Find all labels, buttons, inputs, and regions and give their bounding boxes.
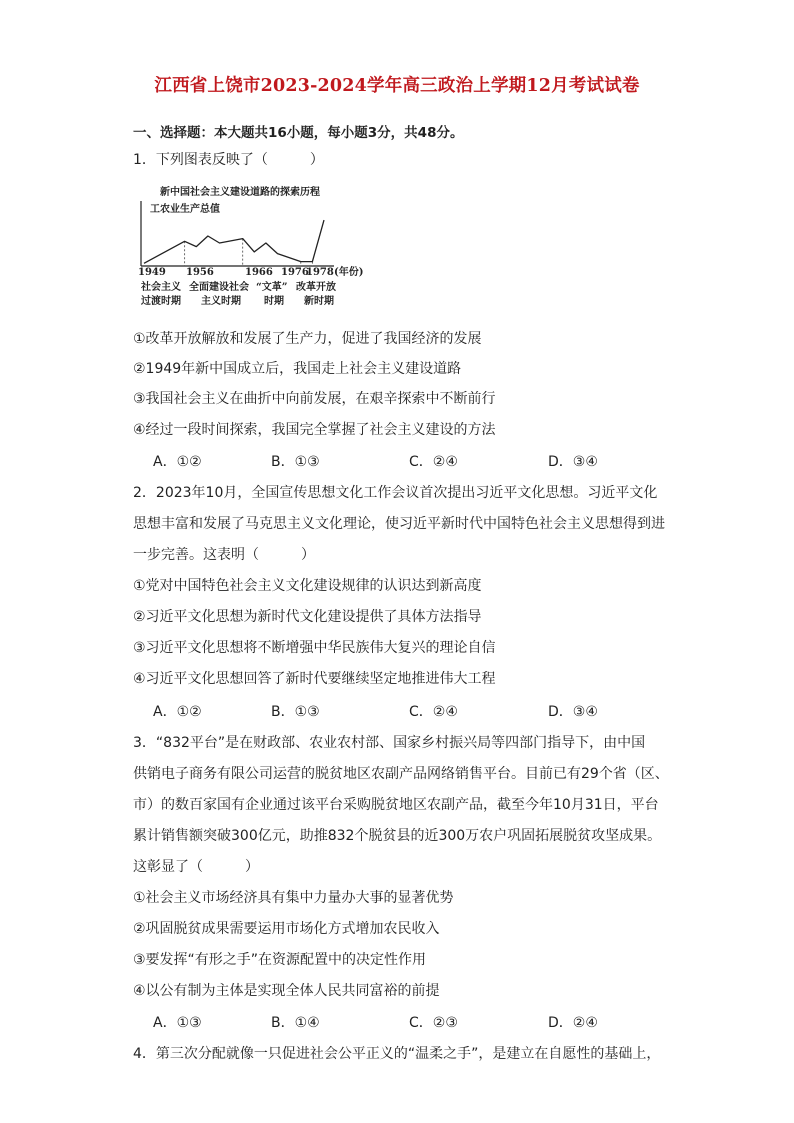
tick-label-1978: 1978 <box>306 267 334 278</box>
question-2-stem-line-1: 2．2023年10月，全国宣传思想文化工作会议首次提出习近平文化思想。习近平文化 <box>133 485 658 501</box>
question-2-item-4: ④习近平文化思想回答了新时代要继续坚定地推进伟大工程 <box>133 671 496 687</box>
question-1-item-1: ①改革开放解放和发展了生产力，促进了我国经济的发展 <box>133 331 482 347</box>
question-1-item-4: ④经过一段时间探索，我国完全掌握了社会主义建设的方法 <box>133 422 496 438</box>
option-b[interactable]: B．①④ <box>271 1015 320 1031</box>
question-3-item-2: ②巩固脱贫成果需要运用市场化方式增加农民收入 <box>133 921 440 937</box>
question-2-stem-line-3: 一步完善。这表明（ ） <box>133 547 315 563</box>
period-label-culture-2: 时期 <box>264 296 284 307</box>
question-1-item-3: ③我国社会主义在曲折中向前发展，在艰辛探索中不断前行 <box>133 391 496 407</box>
option-a[interactable]: A．①② <box>153 704 202 720</box>
question-1-options <box>153 453 713 471</box>
option-d[interactable]: D．③④ <box>548 454 598 470</box>
tick-label-1976: 1976 <box>281 267 309 278</box>
exploration-chart <box>138 183 388 313</box>
chart-y-label: 工农业生产总值 <box>150 204 220 215</box>
period-label-construction-2: 主义时期 <box>201 296 241 307</box>
period-label-transition: 社会主义 <box>141 282 181 293</box>
option-a[interactable]: A．①② <box>153 454 202 470</box>
question-3-stem-line-1: 3．“832平台”是在财政部、农业农村部、国家乡村振兴局等四部门指导下，由中国 <box>133 735 646 751</box>
option-b[interactable]: B．①③ <box>271 704 320 720</box>
period-label-culture: “文革” <box>256 282 288 293</box>
question-4-stem-line-1: 4．第三次分配就像一只促进社会公平正义的“温柔之手”，是建立在自愿性的基础上， <box>133 1046 661 1062</box>
period-label-construction: 全面建设社会 <box>189 282 249 293</box>
question-3-item-4: ④以公有制为主体是实现全体人民共同富裕的前提 <box>133 983 440 999</box>
option-c[interactable]: C．②④ <box>409 454 458 470</box>
question-1-stem: 1．下列图表反映了（ ） <box>133 152 324 168</box>
tick-label-1949: 1949 <box>138 267 166 278</box>
question-3-stem-line-2: 供销电子商务有限公司运营的脱贫地区农副产品网络销售平台。目前已有29个省（区、 <box>133 766 669 782</box>
question-2-item-2: ②习近平文化思想为新时代文化建设提供了具体方法指导 <box>133 609 482 625</box>
question-3-stem-line-5: 这彰显了（ ） <box>133 859 259 875</box>
question-3-item-3: ③要发挥“有形之手”在资源配置中的决定性作用 <box>133 952 427 968</box>
option-d[interactable]: D．②④ <box>548 1015 598 1031</box>
option-d[interactable]: D．③④ <box>548 704 598 720</box>
option-c[interactable]: C．②④ <box>409 704 458 720</box>
question-2-options <box>153 703 713 721</box>
question-3-stem-line-4: 累计销售额突破300亿元，助推832个脱贫县的近300万农户巩固拓展脱贫攻坚成果。 <box>133 828 662 844</box>
option-b[interactable]: B．①③ <box>271 454 320 470</box>
option-c[interactable]: C．②③ <box>409 1015 458 1031</box>
option-a[interactable]: A．①③ <box>153 1015 202 1031</box>
question-3-item-1: ①社会主义市场经济具有集中力量办大事的显著优势 <box>133 890 454 906</box>
period-label-reform: 改革开放 <box>296 282 336 293</box>
x-axis-unit: (年份) <box>334 267 364 278</box>
section-heading: 一、选择题：本大题共16小题，每小题3分，共48分。 <box>133 125 464 141</box>
question-3-stem-line-3: 市）的数百家国有企业通过该平台采购脱贫地区农副产品，截至今年10月31日，平台 <box>133 797 659 813</box>
question-2-item-3: ③习近平文化思想将不断增强中华民族伟大复兴的理论自信 <box>133 640 496 656</box>
series-line <box>144 220 324 263</box>
question-2-stem-line-2: 思想丰富和发展了马克思主义文化理论，使习近平新时代中国特色社会主义思想得到进 <box>133 516 665 532</box>
tick-label-1956: 1956 <box>186 267 214 278</box>
tick-label-1966: 1966 <box>245 267 273 278</box>
chart-title: 新中国社会主义建设道路的探索历程 <box>160 187 320 198</box>
period-label-transition-2: 过渡时期 <box>141 296 181 307</box>
period-label-reform-2: 新时期 <box>304 296 334 307</box>
question-3-options <box>153 1014 713 1032</box>
question-2-item-1: ①党对中国特色社会主义文化建设规律的认识达到新高度 <box>133 578 482 594</box>
page-title: 江西省上饶市2023-2024学年高三政治上学期12月考试试卷 <box>154 76 640 96</box>
question-1-item-2: ②1949年新中国成立后，我国走上社会主义建设道路 <box>133 361 462 377</box>
